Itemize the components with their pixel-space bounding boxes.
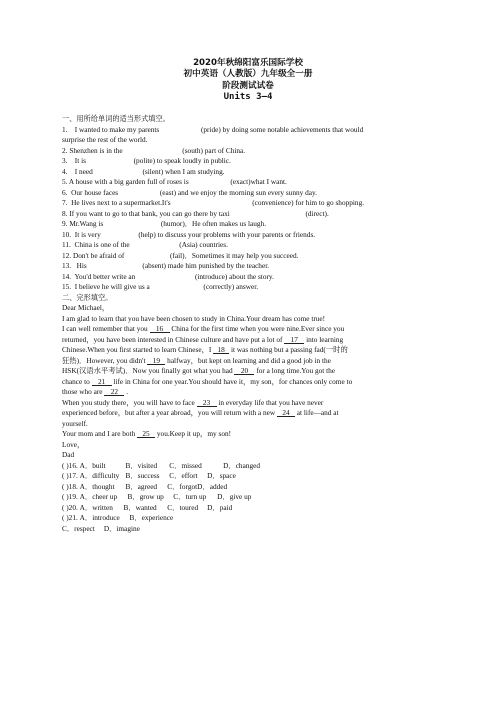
blank-16[interactable]: 16 [150, 324, 170, 333]
blank-17[interactable]: 17 [284, 335, 304, 344]
blank-23[interactable]: 23 [197, 398, 217, 407]
question-7: 7. He lives next to a supermarket.It's (convenience) for him to go shopping. [62, 198, 365, 207]
question-3: 3. It is (polite) to speak loudly in public. [62, 156, 231, 165]
document-body [62, 114, 436, 534]
option-row-21-cont [62, 524, 436, 535]
option-row-19 [62, 492, 436, 503]
passage-line-4: Chinese.When you first started to learn Chinese，I 18 it was nothing but a passing fad(一时的 [62, 345, 348, 354]
option-c[interactable]: C．effort [169, 471, 198, 480]
option-c[interactable]: C．missed [169, 460, 202, 470]
option-a[interactable]: A．introduce [79, 513, 120, 522]
option-b[interactable]: B．success [125, 471, 160, 480]
option-d[interactable]: D．imagine [103, 523, 140, 533]
units-title: Units 3—4 [223, 91, 273, 102]
blank-22[interactable]: 22 [104, 387, 124, 396]
question-13: 13. His (absent) made him punished by the teacher. [62, 261, 270, 270]
option-b[interactable]: B．grow up [127, 492, 164, 501]
option-a[interactable]: A．built [79, 460, 106, 470]
question-9: 9. Mr.Wang is (humor)．He often makes us laugh. [62, 219, 267, 228]
option-a[interactable]: A．cheer up [79, 492, 118, 501]
school-title: 2020年秋绵阳富乐国际学校 [193, 58, 303, 68]
passage-line-6: HSK(汉语水平考试)．Now you finally got what you had 20 for a long time.You got the [62, 366, 336, 375]
question-1: 1. I wanted to make my parents (pride) by doing some notable achievements that would [62, 124, 364, 134]
blank-20[interactable]: 20 [234, 366, 254, 375]
question-4: 4. I need (silent) when I am studying. [62, 166, 225, 176]
passage-line-11: yourself. [62, 418, 88, 428]
closing: Love， [62, 439, 85, 449]
option-row-18 [62, 482, 436, 493]
answer-bracket[interactable]: ( )21. [62, 513, 78, 522]
blank-25[interactable]: 25 [137, 429, 155, 438]
passage-line-2: I can well remember that you 16 China for the first time when you were nine.Ever since you [62, 324, 345, 333]
passage-line-1: I am glad to learn that you have been chosen to study in China.Your dream has come true! [62, 313, 326, 323]
option-a[interactable]: A．thought [79, 481, 115, 491]
question-12: 12. Don't be afraid of (fail)．Sometimes it may help you succeed. [62, 250, 299, 260]
question-5: 5. A house with a big garden full of roses is (exact)what I want. [62, 177, 287, 186]
part2-heading: 二、完形填空。 [62, 292, 113, 302]
option-a[interactable]: A．written [79, 502, 113, 512]
question-1-cont: surprise the rest of the world. [62, 135, 148, 144]
course-title: 初中英语（人教版）九年级全一册 [183, 69, 313, 80]
question-6: 6. Our house faces (east) and we enjoy the morning sun every sunny day. [62, 187, 317, 197]
option-a[interactable]: A．difficulty [79, 471, 120, 480]
passage-line-10: experienced before，but after a year abroad，you will return with a new 24 at life—and at [62, 408, 339, 417]
option-d[interactable]: D．changed [223, 460, 261, 470]
option-d[interactable]: D．give up [217, 492, 252, 501]
option-c[interactable]: C．forgotD．added [167, 481, 228, 491]
passage-line-12: Your mom and I are both 25 you.Keep it up，my son! [62, 429, 232, 438]
question-10: 10. It is very (help) to discuss your problems with your parents or friends. [62, 229, 316, 239]
question-15: 15. I believe he will give us a (correctly) answer. [62, 282, 259, 291]
option-b[interactable]: B．experience [129, 513, 174, 522]
passage-line-3: returned，you have been interested in Chinese culture and have put a lot of 17 into learning [62, 334, 344, 344]
greeting: Dear Michael， [62, 303, 110, 312]
question-2: 2. Shenzhen is in the (south) part of China. [62, 145, 246, 155]
header [0, 58, 496, 103]
option-b[interactable]: B．wanted [123, 502, 157, 512]
passage-line-5: 狂热)．However, you didn't 19 halfway，but kept on learning and did a good job in the [62, 355, 331, 365]
option-d[interactable]: D．paid [207, 502, 233, 512]
option-row-17 [62, 471, 436, 482]
question-11: 11. China is one of the (Asia) countries. [62, 240, 228, 249]
question-14: 14. You'd better write an (introduce) about the story. [62, 271, 274, 281]
passage-line-7: chance to 21 life in China for one year.You should have it，my son，for chances only come to [62, 376, 353, 386]
option-c[interactable]: C．turn up [173, 492, 207, 501]
passage-line-9: When you study there，you will have to face 23 in everyday life that you have never [62, 397, 324, 407]
answer-bracket[interactable]: ( )17. [62, 471, 78, 480]
option-row-16 [62, 461, 436, 472]
part1-heading: 一、用所给单词的适当形式填空。 [62, 114, 170, 123]
option-c[interactable]: C．respect [62, 523, 95, 533]
answer-bracket[interactable]: ( )16. [62, 460, 78, 470]
test-title: 阶段测试试卷 [222, 80, 274, 91]
answer-bracket[interactable]: ( )18. [62, 481, 78, 491]
passage-line-8: those who are 22 . [62, 387, 129, 396]
blank-19[interactable]: 19 [147, 356, 165, 365]
blank-21[interactable]: 21 [92, 377, 112, 386]
answer-bracket[interactable]: ( )20. [62, 502, 78, 512]
blank-24[interactable]: 24 [277, 408, 295, 417]
answer-bracket[interactable]: ( )19. [62, 492, 78, 501]
question-8: 8. If you want to go to that bank, you can go there by taxi (direct). [62, 208, 329, 218]
option-b[interactable]: B．agreed [125, 481, 158, 491]
signature: Dad [62, 450, 75, 459]
option-row-21 [62, 513, 436, 524]
option-d[interactable]: D．space [207, 471, 236, 480]
option-c[interactable]: C．toured [167, 502, 199, 512]
option-row-20 [62, 503, 436, 514]
option-b[interactable]: B．visited [125, 460, 158, 470]
blank-18[interactable]: 18 [213, 345, 229, 354]
